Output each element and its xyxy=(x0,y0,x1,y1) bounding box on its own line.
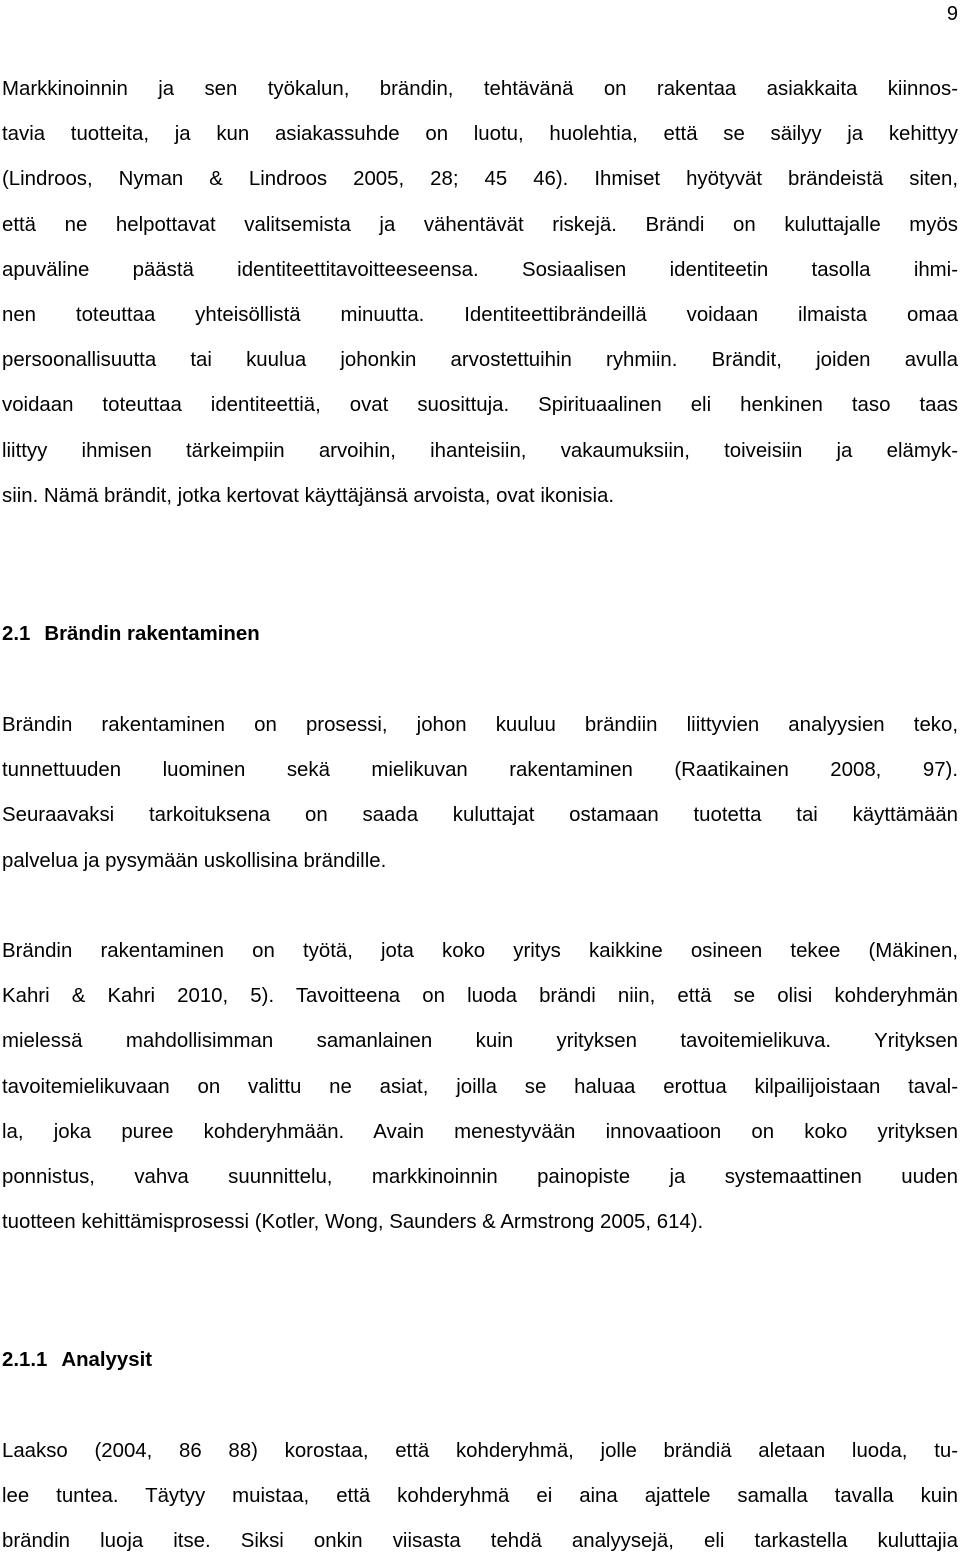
subsection-number: 2.1.1 xyxy=(2,1349,48,1371)
subsection-title: Analyysit xyxy=(61,1349,153,1371)
paragraph-line: tavia tuotteita, ja kun asiakassuhde on luotu, huolehtia, että se säilyy ja kehittyy xyxy=(2,123,958,146)
paragraph-line: Markkinoinnin ja sen työkalun, brändin, tehtävänä on rakentaa asiakkaita kiinnos- xyxy=(2,78,958,100)
paragraph-line: brändin luoja itse. Siksi onkin viisasta tehdä analyysejä, eli tarkastella kuluttajia xyxy=(2,1530,958,1553)
paragraph-line: siin. Nämä brändit, jotka kertovat käyttäjänsä arvoista, ovat ikonisia. xyxy=(2,484,615,507)
paragraph-line: Brändin rakentaminen on prosessi, johon kuuluu brändiin liittyvien analyysien teko, xyxy=(2,714,958,736)
paragraph-1 xyxy=(2,67,958,519)
section-heading xyxy=(2,620,260,648)
paragraph-line: (Lindroos, Nyman & Lindroos 2005, 28; 45 46). Ihmiset hyötyvät brändeistä siten, xyxy=(2,168,958,191)
paragraph-line: Laakso (2004, 86 88) korostaa, että kohderyhmä, jolle brändiä aletaan luoda, tu- xyxy=(2,1440,958,1462)
paragraph-line: ponnistus, vahva suunnittelu, markkinoinnin painopiste ja systemaattinen uuden xyxy=(2,1165,958,1188)
paragraph-4 xyxy=(2,1429,958,1565)
paragraph-line: Kahri & Kahri 2010, 5). Tavoitteena on luoda brändi niin, että se olisi kohderyhmän xyxy=(2,985,958,1008)
paragraph-line: tunnettuuden luominen sekä mielikuvan rakentaminen (Raatikainen 2008, 97). xyxy=(2,759,958,782)
paragraph-line: lee tuntea. Täytyy muistaa, että kohderyhmä ei aina ajattele samalla tavalla kuin xyxy=(2,1485,958,1508)
paragraph-line: mielessä mahdollisimman samanlainen kuin yrityksen tavoitemielikuva. Yrityksen xyxy=(2,1030,958,1053)
paragraph-line: la, joka puree kohderyhmään. Avain menestyvään innovaatioon on koko yrityksen xyxy=(2,1120,958,1143)
section-title: Brändin rakentaminen xyxy=(44,623,260,645)
page-number: 9 xyxy=(946,3,958,25)
paragraph-line: palvelua ja pysymään uskollisina brändille. xyxy=(2,849,387,872)
paragraph-line: apuväline päästä identiteettitavoitteeseensa. Sosiaalisen identiteetin tasolla ihmi- xyxy=(2,258,958,281)
paragraph-line: tuotteen kehittämisprosessi (Kotler, Wong, Saunders & Armstrong 2005, 614). xyxy=(2,1211,704,1234)
paragraph-3 xyxy=(2,929,958,1245)
paragraph-line: persoonallisuutta tai kuulua johonkin arvostettuihin ryhmiin. Brändit, joiden avulla xyxy=(2,349,958,372)
paragraph-line: voidaan toteuttaa identiteettiä, ovat suosittuja. Spirituaalinen eli henkinen taso taas xyxy=(2,394,958,417)
paragraph-line: Brändin rakentaminen on työtä, jota koko yritys kaikkine osineen tekee (Mäkinen, xyxy=(2,940,958,962)
section-number: 2.1 xyxy=(2,623,31,645)
paragraph-line: Seuraavaksi tarkoituksena on saada kuluttajat ostamaan tuotetta tai käyttämään xyxy=(2,804,958,827)
paragraph-line: nen toteuttaa yhteisöllistä minuutta. Identiteettibrändeillä voidaan ilmaista omaa xyxy=(2,303,958,326)
paragraph-2 xyxy=(2,703,958,884)
paragraph-line: että ne helpottavat valitsemista ja vähentävät riskejä. Brändi on kuluttajalle myös xyxy=(2,213,958,236)
subsection-heading xyxy=(2,1346,152,1374)
paragraph-line: tavoitemielikuvaan on valittu ne asiat, joilla se haluaa erottua kilpailijoistaan taval- xyxy=(2,1075,958,1098)
paragraph-line: liittyy ihmisen tärkeimpiin arvoihin, ihanteisiin, vakaumuksiin, toiveisiin ja elämyk- xyxy=(2,439,958,462)
